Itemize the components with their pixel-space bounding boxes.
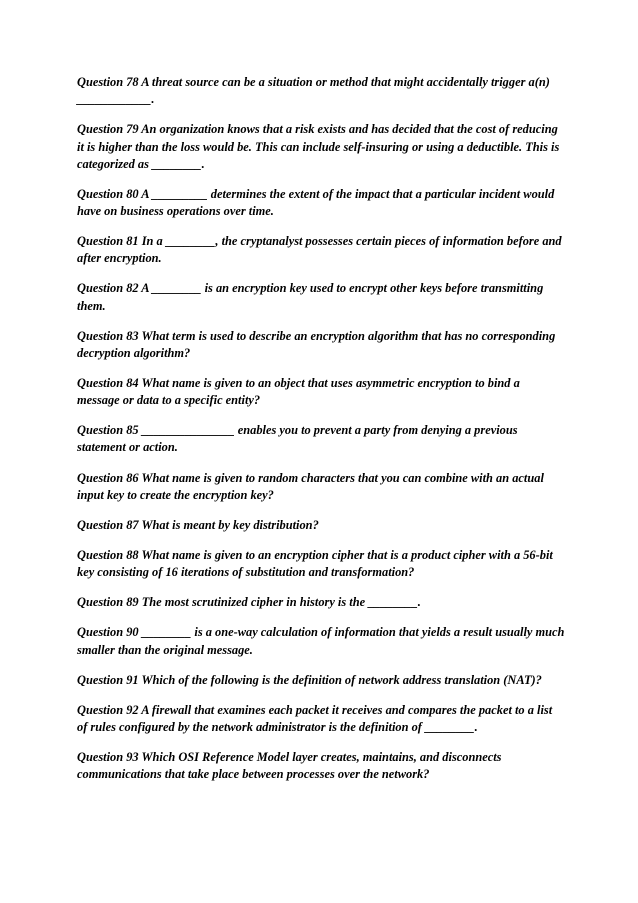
question-93: Question 93 Which OSI Reference Model layer creates, maintains, and disconnects communications that take place between processes over the network?	[77, 750, 502, 782]
question-83: Question 83 What term is used to describe an encryption algorithm that has no corresponding decryption algorithm?	[77, 328, 556, 360]
question-78: Question 78 A threat source can be a situation or method that might accidentally trigger a(n) ____________.	[77, 75, 550, 107]
question-85: Question 85 _______________ enables you to prevent a party from denying a previous statement or action.	[77, 423, 518, 455]
question-89: Question 89 The most scrutinized cipher in history is the ________.	[77, 595, 421, 610]
question-86: Question 86 What name is given to random characters that you can combine with an actual input key to create the encryption key?	[77, 470, 544, 502]
question-84: Question 84 What name is given to an object that uses asymmetric encryption to bind a message or data to a specific entity?	[77, 375, 520, 408]
question-80: Question 80 A _________ determines the extent of the impact that a particular incident would have on business operations over time.	[77, 186, 555, 218]
question-92: Question 92 A firewall that examines each packet it receives and compares the packet to a list of rules configured by the network administrator is the definition of ________.	[77, 702, 553, 734]
question-list	[77, 74, 565, 783]
question-82: Question 82 A ________ is an encryption key used to encrypt other keys before transmitting them.	[77, 281, 544, 313]
question-79: Question 79 An organization knows that a risk exists and has decided that the cost of reducing it is higher than the loss would be. This can include self-insuring or using a deductible. This is categorized as ________.	[77, 122, 560, 171]
question-88: Question 88 What name is given to an encryption cipher that is a product cipher with a 56-bit key consisting of 16 iterations of substitution and transformation?	[77, 547, 553, 580]
question-87: Question 87 What is meant by key distribution?	[77, 517, 319, 532]
question-91: Question 91 Which of the following is the definition of network address translation (NAT)?	[77, 672, 542, 687]
question-81: Question 81 In a ________, the cryptanalyst possesses certain pieces of information before and after encryption.	[77, 234, 562, 266]
question-90: Question 90 ________ is a one-way calculation of information that yields a result usually much smaller than the original message.	[77, 625, 565, 657]
